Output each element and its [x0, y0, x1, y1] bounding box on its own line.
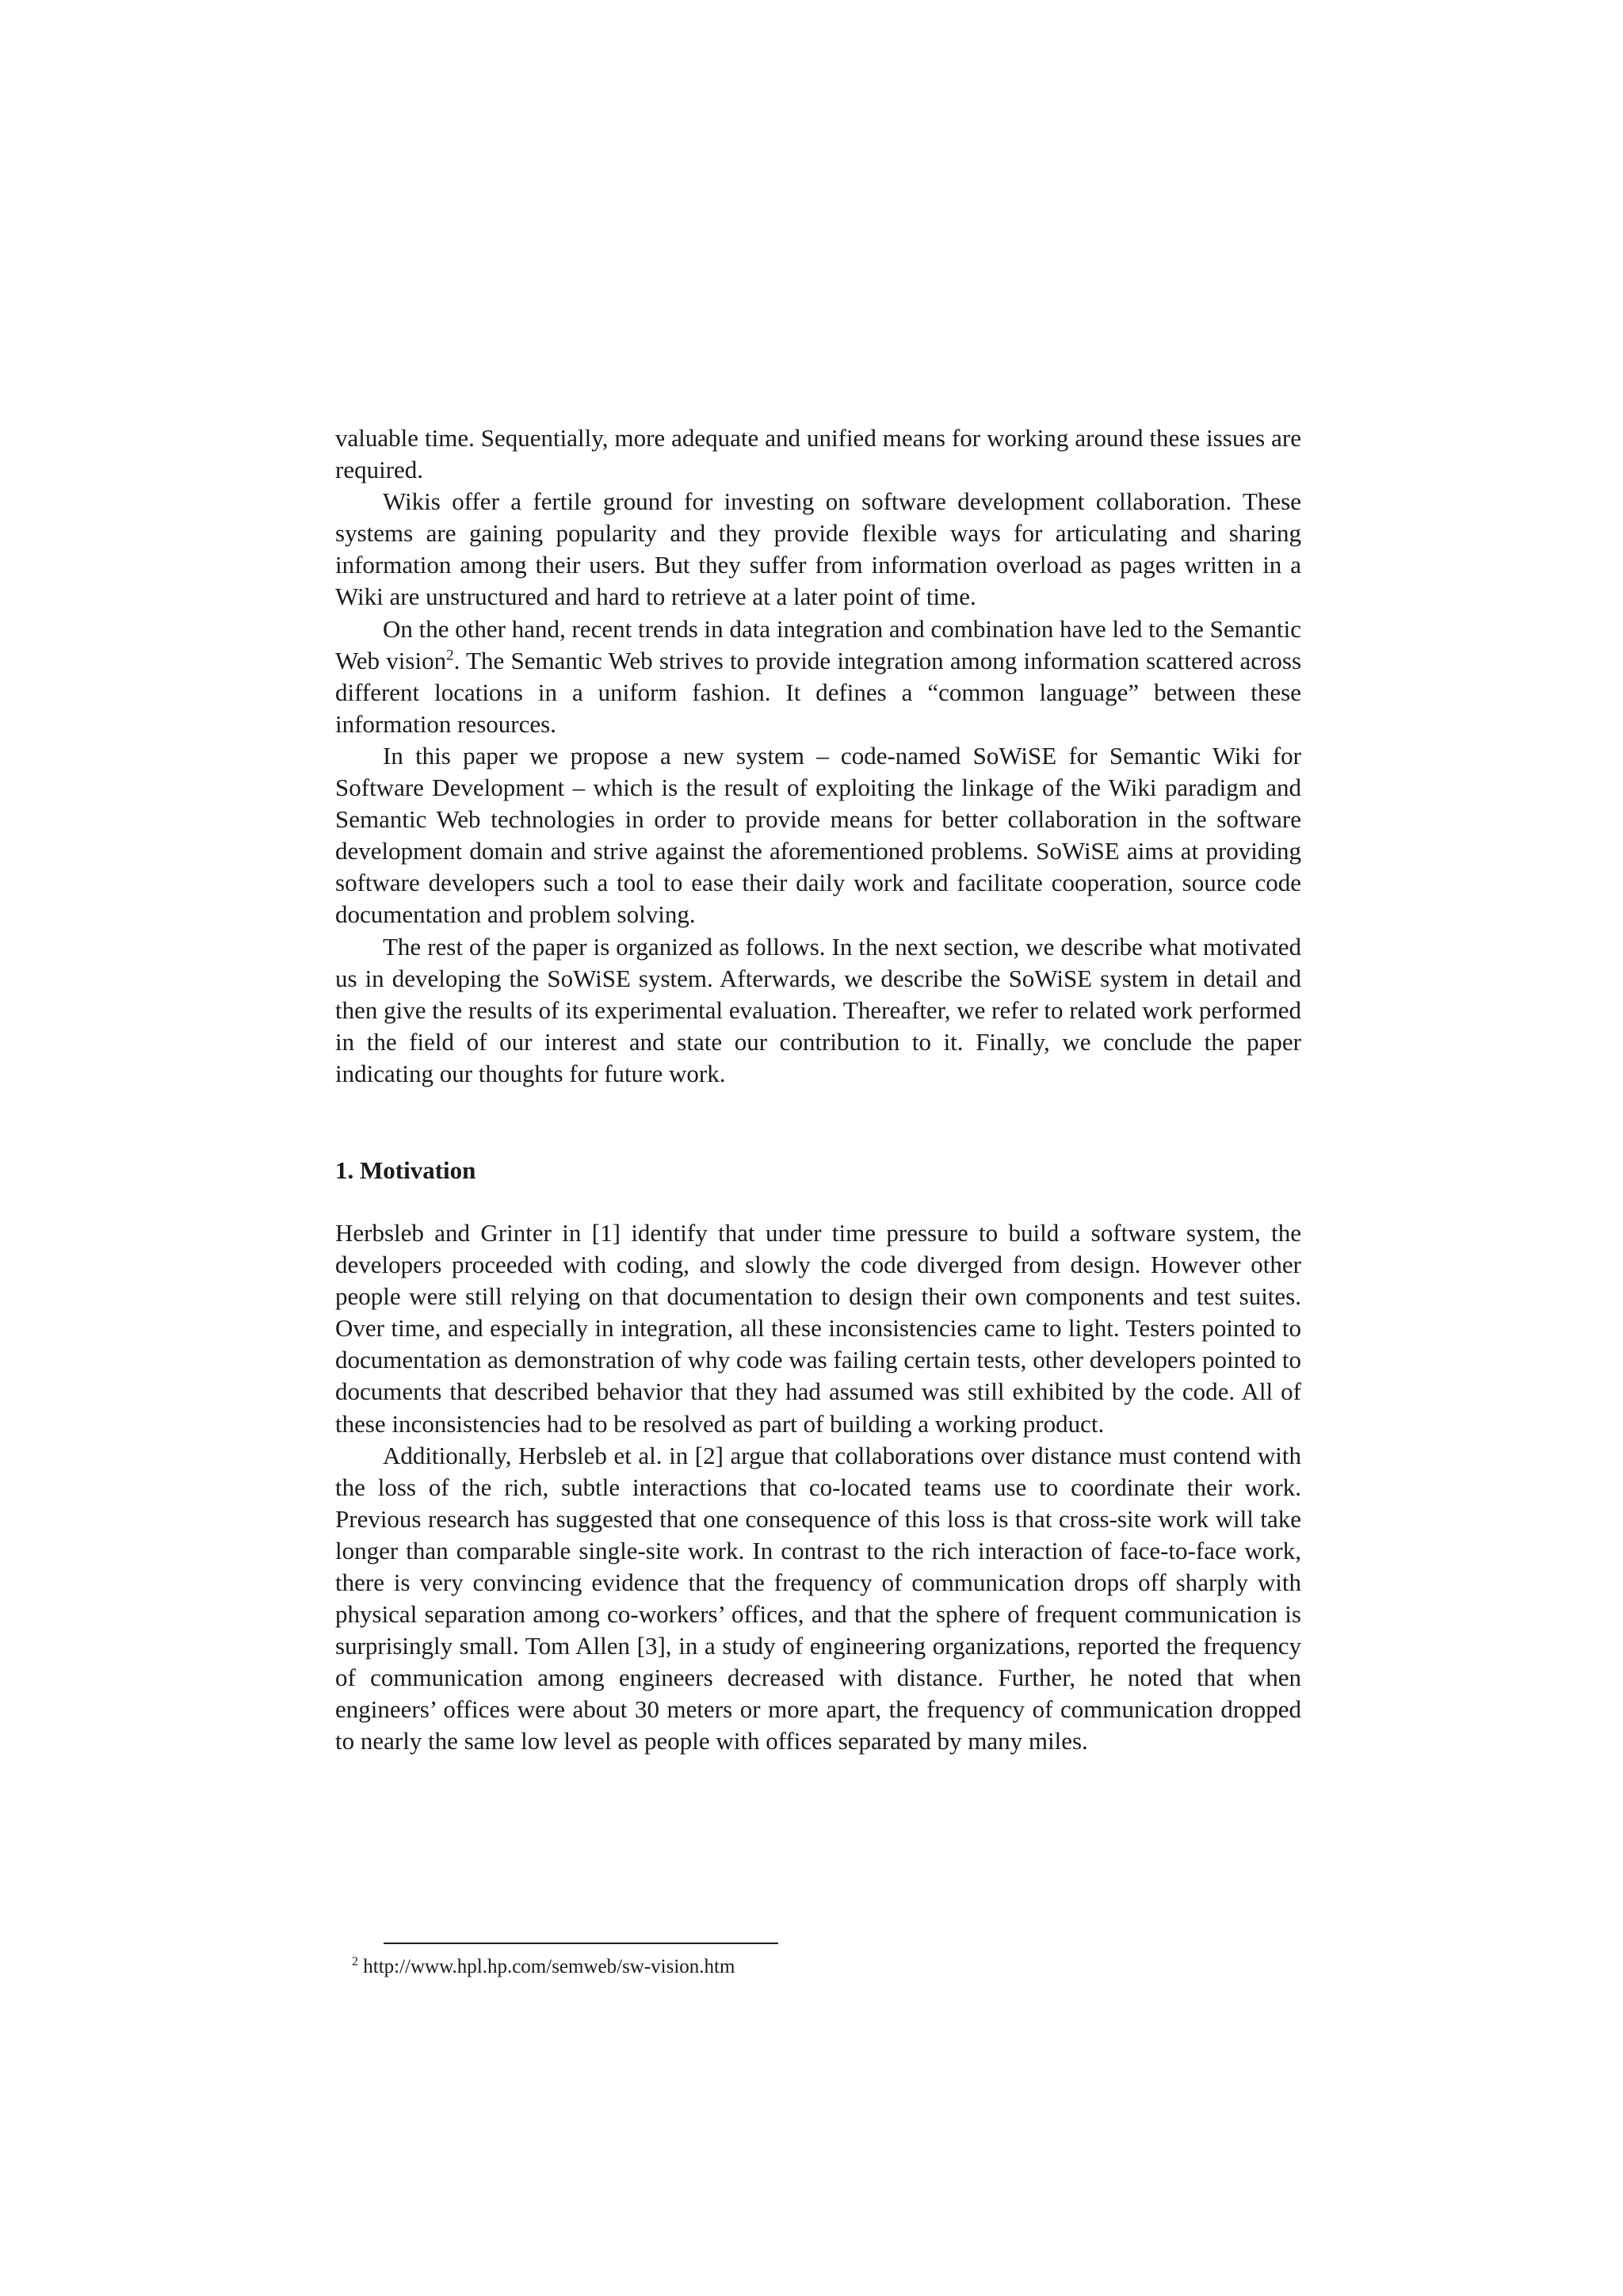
paragraph-distance-collaboration: Additionally, Herbsleb et al. in [2] argue that collaborations over distance must contend with the loss of the rich, subtle interactions that co-located teams use to coordinate their work. Previous research has suggested that one consequence of this loss is that cross-site work will take longer than comparable single-site work. In contrast to the rich interaction of face-to-face work, there is very convincing evidence that the frequency of communication drops off sharply with physical separation among co-workers’ offices, and that the sphere of frequent communication is surprisingly small. Tom Allen [3], in a study of engineering organizations, reported the frequency of communication among engineers decreased with distance. Further, he noted that when engineers’ offices were about 30 meters or more apart, the frequency of communication dropped to nearly the same low level as people with offices separated by many miles.	[335, 1441, 1301, 1755]
footnote-reference-2[interactable]: 2	[446, 647, 454, 664]
body-text	[335, 422, 1301, 1758]
paragraph-semantic-web	[335, 613, 1301, 740]
paragraph-wikis: Wikis offer a fertile ground for investing on software development collaboration. These systems are gaining popularity and they provide flexible ways for articulating and sharing information among their users. But they suffer from information overload as pages written in a Wiki are unstructured and hard to retrieve at a later point of time.	[335, 487, 1301, 611]
semantic-web-text-end: . The Semantic Web strives to provide integration among information scattered across different locations in a uniform fashion. It defines a “common language” between these information resources.	[335, 646, 1302, 738]
footnote-url-link[interactable]: http://www.hpl.hp.com/semweb/sw-vision.htm	[363, 1956, 735, 1977]
footnote-divider	[384, 1943, 778, 1944]
paragraph-intro-end: valuable time. Sequentially, more adequate and unified means for working around these issues are required.	[335, 424, 1301, 484]
footnote-marker: 2	[352, 1954, 358, 1969]
paragraph-organization: The rest of the paper is organized as follows. In the next section, we describe what motivated us in developing the SoWiSE system. Afterwards, we describe the SoWiSE system in detail and then give the results of its experimental evaluation. Thereafter, we refer to related work performed in the field of our interest and state our contribution to it. Finally, we conclude the paper indicating our thoughts for future work.	[335, 932, 1301, 1087]
semantic-web-text-start: On the other hand, recent trends in data integration and combination have led to the Semantic Web vision	[335, 614, 1301, 674]
paragraph-herbsleb-grinter: Herbsleb and Grinter in [1] identify that under time pressure to build a software system, the developers proceeded with coding, and slowly the code diverged from design. However other people were still relying on that documentation to design their own components and test suites. Over time, and especially in integration, all these inconsistencies came to light. Testers pointed to documentation as demonstration of why code was failing certain tests, other developers pointed to documents that described behavior that they had assumed was still exhibited by the code. All of these inconsistencies had to be resolved as part of building a working product.	[335, 1218, 1301, 1438]
paragraph-proposal: In this paper we propose a new system – code-named SoWiSE for Semantic Wiki for Software Development – which is the result of exploiting the linkage of the Wiki paradigm and Semantic Web technologies in order to provide means for better collaboration in the software development domain and strive against the aforementioned problems. SoWiSE aims at providing software developers such a tool to ease their daily work and facilitate cooperation, source code documentation and problem solving.	[335, 741, 1301, 929]
footnote	[352, 1954, 735, 1980]
section-heading-motivation: 1. Motivation	[335, 1156, 476, 1184]
